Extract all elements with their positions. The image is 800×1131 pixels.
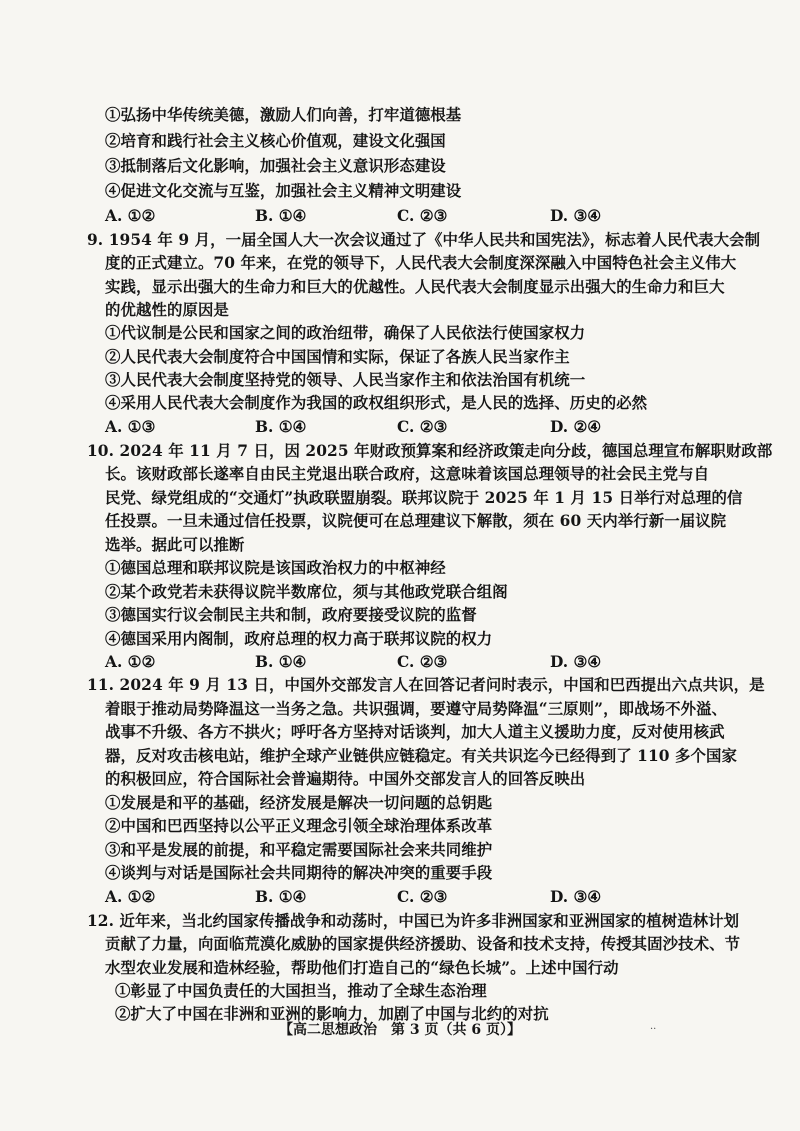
q11-option-3: ③和平是发展的前提，和平稳定需要国际社会来共同维护 (105, 841, 493, 859)
q9-option-1: ①代议制是公民和国家之间的政治纽带，确保了人民依法行使国家权力 (105, 324, 586, 342)
q12-option-2: ②扩大了中国在非洲和亚洲的影响力，加剧了中国与北约的对抗 (115, 1005, 549, 1023)
q10-choice-a: A. ①② (105, 653, 156, 671)
q9-choices (105, 416, 685, 438)
q10-stem-line-3: 民党、绿党组成的“交通灯”执政联盟崩裂。联邦议院于 2025 年 1 月 15 日举行对总理的信 (105, 489, 743, 507)
q11-stem-line-5: 的积极回应，符合国际社会普遍期待。中国外交部发言人的回答反映出 (105, 770, 586, 788)
q9-choice-d: D. ②④ (550, 418, 602, 436)
q9-option-3: ③人民代表大会制度坚持党的领导、人民当家作主和依法治国有机统一 (105, 371, 586, 389)
q8-choice-a: A. ①② (105, 207, 156, 225)
q11-choice-c: C. ②③ (397, 888, 448, 906)
q9-stem-line-4: 的优越性的原因是 (105, 301, 229, 319)
page-footer: 【高二思想政治 第 3 页（共 6 页）】 (279, 1022, 521, 1038)
q8-option-1: ①弘扬中华传统美德，激励人们向善，打牢道德根基 (105, 106, 462, 124)
q8-choice-c: C. ②③ (397, 207, 448, 225)
q11-option-4: ④谈判与对话是国际社会共同期待的解决冲突的重要手段 (105, 864, 493, 882)
q9-option-2: ②人民代表大会制度符合中国国情和实际，保证了各族人民当家作主 (105, 348, 570, 366)
q11-stem-line-4: 器，反对攻击核电站，维护全球产业链供应链稳定。有关共识迄今已经得到了 110 多个国家 (105, 747, 737, 765)
q11-option-2: ②中国和巴西坚持以公平正义理念引领全球治理体系改革 (105, 817, 493, 835)
corner-mark: ·· (650, 1024, 657, 1035)
q12-stem-line-1: 12. 近年来，当北约国家传播战争和动荡时，中国已为许多非洲国家和亚洲国家的植树造林计划 (87, 912, 740, 930)
q12-option-1: ①彰显了中国负责任的大国担当，推动了全球生态治理 (115, 982, 487, 1000)
q10-choice-b: B. ①④ (255, 653, 307, 671)
q11-stem-line-3: 战事不升级、各方不拱火；呼吁各方坚持对话谈判，加大人道主义援助力度，反对使用核武 (105, 723, 725, 741)
q11-choice-b: B. ①④ (255, 888, 307, 906)
q10-option-4: ④德国采用内阁制，政府总理的权力高于联邦议院的权力 (105, 630, 493, 648)
q11-choice-d: D. ③④ (550, 888, 602, 906)
q11-choices (105, 886, 685, 908)
q9-choice-a: A. ①③ (105, 418, 156, 436)
q11-choice-a: A. ①② (105, 888, 156, 906)
q9-stem-line-2: 度的正式建立。70 年来，在党的领导下，人民代表大会制度深深融入中国特色社会主义伟大 (105, 254, 737, 272)
q10-stem-line-1: 10. 2024 年 11 月 7 日，因 2025 年财政预算案和经济政策走向分歧，德国总理宣布解职财政部 (87, 442, 773, 460)
q10-stem-line-2: 长。该财政部长遂率自由民主党退出联合政府，这意味着该国总理领导的社会民主党与自 (105, 465, 710, 483)
q9-stem-line-3: 实践，显示出强大的生命力和巨大的优越性。人民代表大会制度显示出强大的生命力和巨大 (105, 278, 725, 296)
q8-option-2: ②培育和践行社会主义核心价值观，建设文化强国 (105, 132, 446, 150)
q8-choice-b: B. ①④ (255, 207, 307, 225)
q12-stem-line-2: 贡献了力量，向面临荒漠化威胁的国家提供经济援助、设备和技术支持，传授其固沙技术、节 (105, 935, 741, 953)
q10-choice-c: C. ②③ (397, 653, 448, 671)
q9-choice-c: C. ②③ (397, 418, 448, 436)
q9-stem-line-1: 9. 1954 年 9 月，一届全国人大一次会议通过了《中华人民共和国宪法》，标志着人民代表大会制 (87, 231, 761, 249)
q11-stem-line-2: 着眼于推动局势降温这一当务之急。共识强调，要遵守局势降温“三原则”，即战场不外溢、 (105, 700, 728, 718)
q10-option-2: ②某个政党若未获得议院半数席位，须与其他政党联合组阁 (105, 583, 508, 601)
q10-choice-d: D. ③④ (550, 653, 602, 671)
q8-option-3: ③抵制落后文化影响，加强社会主义意识形态建设 (105, 157, 446, 175)
q10-stem-line-5: 选举。据此可以推断 (105, 536, 245, 554)
q10-stem-line-4: 任投票。一旦未通过信任投票，议院便可在总理建议下解散，须在 60 天内举行新一届议院 (105, 512, 727, 530)
q10-option-3: ③德国实行议会制民主共和制，政府要接受议院的监督 (105, 606, 477, 624)
q8-choices (105, 205, 685, 227)
q10-choices (105, 651, 685, 673)
q11-stem-line-1: 11. 2024 年 9 月 13 日，中国外交部发言人在回答记者问时表示，中国和巴西提出六点共识，是 (87, 676, 765, 694)
q9-option-4: ④采用人民代表大会制度作为我国的政权组织形式，是人民的选择、历史的必然 (105, 394, 648, 412)
q10-option-1: ①德国总理和联邦议院是该国政治权力的中枢神经 (105, 559, 446, 577)
q12-stem-line-3: 水型农业发展和造林经验，帮助他们打造自己的“绿色长城”。上述中国行动 (105, 959, 619, 977)
q11-option-1: ①发展是和平的基础，经济发展是解决一切问题的总钥匙 (105, 794, 493, 812)
q8-option-4: ④促进文化交流与互鉴，加强社会主义精神文明建设 (105, 182, 462, 200)
q9-choice-b: B. ①④ (255, 418, 307, 436)
q8-choice-d: D. ③④ (550, 207, 602, 225)
